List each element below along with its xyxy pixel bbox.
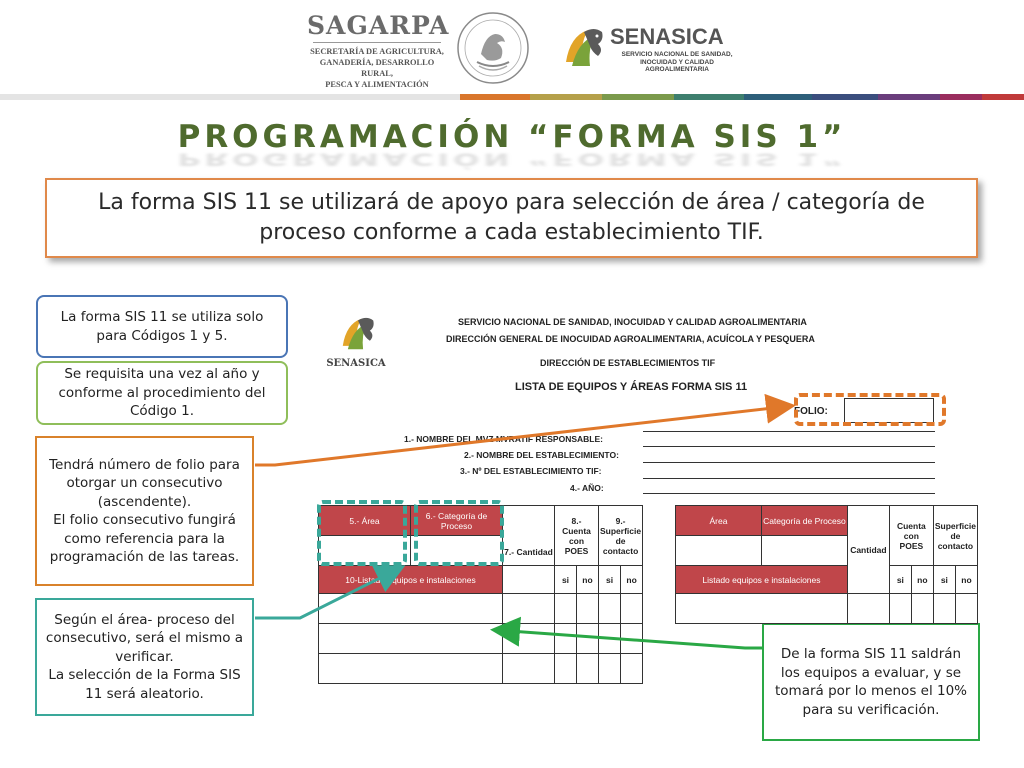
col-categoria: Categoría de Proceso bbox=[761, 506, 847, 536]
form-header-3: DIRECCIÓN DE ESTABLECIMIENTOS TIF bbox=[540, 358, 716, 368]
cell bbox=[577, 654, 599, 684]
senasica-line-3: AGROALIMENTARIA bbox=[645, 66, 709, 73]
field-line bbox=[643, 493, 935, 494]
callout-folio: Tendrá número de folio para otorgar un consecutivo (ascendente). El folio consecutivo fungirá como referencia para la programación de las tareas. bbox=[35, 436, 254, 586]
cell bbox=[319, 624, 503, 654]
cell bbox=[599, 624, 621, 654]
col-no: no bbox=[577, 566, 599, 594]
cell bbox=[555, 594, 577, 624]
cell bbox=[555, 624, 577, 654]
senasica-logo bbox=[560, 20, 740, 80]
cell bbox=[621, 624, 643, 654]
senasica-line-2: INOCUIDAD Y CALIDAD bbox=[640, 58, 714, 66]
cell bbox=[933, 594, 955, 624]
mexico-seal-icon bbox=[455, 10, 531, 86]
cell bbox=[911, 594, 933, 624]
field-label-anio: 4.- AÑO: bbox=[570, 483, 604, 493]
cell bbox=[761, 536, 847, 566]
col-no: no bbox=[955, 566, 977, 594]
field-label-mvz: 1.- NOMBRE DEL MVZ MVRATIF RESPONSABLE: bbox=[404, 434, 603, 444]
col-no: no bbox=[621, 566, 643, 594]
col-cuenta-poes: 8.- Cuenta con POES bbox=[555, 506, 599, 566]
strip-segment bbox=[602, 94, 674, 100]
field-line bbox=[643, 478, 935, 479]
cell bbox=[503, 624, 555, 654]
strip-segment bbox=[982, 94, 1024, 100]
cell bbox=[676, 594, 848, 624]
field-label-establecimiento: 2.- NOMBRE DEL ESTABLECIMIENTO: bbox=[464, 450, 619, 460]
col-listado: 10-Listado equipos e instalaciones bbox=[319, 566, 503, 594]
page-title: PROGRAMACIÓN “FORMA SIS 1” bbox=[177, 119, 847, 155]
area-highlight bbox=[317, 500, 407, 566]
sagarpa-line-2: GANADERÍA, DESARROLLO RURAL, bbox=[319, 58, 435, 78]
col-cantidad: Cantidad bbox=[847, 506, 889, 594]
field-label-tif: 3.- Nº DEL ESTABLECIMIENTO TIF: bbox=[460, 466, 602, 476]
col-cuenta-poes: Cuenta con POES bbox=[889, 506, 933, 566]
strip-segment bbox=[878, 94, 940, 100]
col-superficie: 9.- Superficie de contacto bbox=[599, 506, 643, 566]
strip-segment bbox=[940, 94, 982, 100]
strip-segment bbox=[530, 94, 602, 100]
sagarpa-rule bbox=[313, 42, 441, 43]
cell bbox=[503, 566, 555, 594]
col-si: si bbox=[889, 566, 911, 594]
header-color-strip bbox=[460, 94, 1024, 100]
form-logo-text: SENASICA bbox=[326, 358, 386, 369]
sagarpa-line-1: SECRETARÍA DE AGRICULTURA, bbox=[310, 47, 444, 56]
cell bbox=[577, 594, 599, 624]
sagarpa-logo bbox=[307, 11, 450, 92]
col-no: no bbox=[911, 566, 933, 594]
categoria-highlight bbox=[414, 500, 504, 566]
senasica-subtitle bbox=[612, 51, 742, 74]
callout-equipos: De la forma SIS 11 saldrán los equipos a evaluar, y se tomará por lo menos el 10% para su verificación. bbox=[762, 623, 980, 741]
cell bbox=[503, 594, 555, 624]
title-reflection: PROGRAMACIÓN “FORMA SIS 1” bbox=[177, 149, 847, 169]
col-si: si bbox=[933, 566, 955, 594]
col-cantidad: 7.- Cantidad bbox=[503, 506, 555, 566]
cell bbox=[621, 594, 643, 624]
header-gray-strip bbox=[0, 94, 460, 100]
form-header-2: DIRECCIÓN GENERAL DE INOCUIDAD AGROALIMENTARIA, ACUÍCOLA Y PESQUERA bbox=[446, 334, 815, 344]
senasica-emblem-icon bbox=[560, 22, 608, 74]
col-categoria: 6.- Categoría de Proceso bbox=[411, 506, 503, 536]
cell bbox=[889, 594, 911, 624]
cell bbox=[503, 654, 555, 684]
col-si: si bbox=[599, 566, 621, 594]
col-si: si bbox=[555, 566, 577, 594]
strip-segment bbox=[674, 94, 744, 100]
form-header-1: SERVICIO NACIONAL DE SANIDAD, INOCUIDAD Y CALIDAD AGROALIMENTARIA bbox=[458, 317, 807, 327]
folio-label: FOLIO: bbox=[794, 406, 828, 417]
field-line bbox=[643, 446, 935, 447]
main-banner: La forma SIS 11 se utilizará de apoyo para selección de área / categoría de proceso conforme a cada establecimiento TIF. bbox=[45, 178, 978, 258]
callout-codigos: La forma SIS 11 se utiliza solo para Códigos 1 y 5. bbox=[36, 295, 288, 358]
form-header-4: LISTA DE EQUIPOS Y ÁREAS FORMA SIS 11 bbox=[515, 381, 748, 393]
cell bbox=[577, 624, 599, 654]
cell bbox=[319, 654, 503, 684]
cell bbox=[847, 594, 889, 624]
cell bbox=[621, 654, 643, 684]
cell bbox=[599, 654, 621, 684]
strip-segment bbox=[460, 94, 530, 100]
callout-requisita: Se requisita una vez al año y conforme al procedimiento del Código 1. bbox=[36, 361, 288, 425]
sagarpa-line-3: PESCA Y ALIMENTACIÓN bbox=[325, 80, 429, 89]
right-equipment-table bbox=[675, 505, 978, 624]
form-senasica-emblem-icon bbox=[336, 312, 380, 356]
field-line bbox=[643, 431, 935, 432]
cell bbox=[676, 536, 762, 566]
sagarpa-name: SAGARPA bbox=[307, 11, 450, 40]
col-area: 5.- Área bbox=[319, 506, 411, 536]
col-listado: Listado equipos e instalaciones bbox=[676, 566, 848, 594]
col-area: Área bbox=[676, 506, 762, 536]
cell bbox=[955, 594, 977, 624]
form-senasica-logo bbox=[326, 312, 386, 382]
callout-area-proceso: Según el área- proceso del consecutivo, será el mismo a verificar. La selección de la Forma SIS 11 será aleatorio. bbox=[35, 598, 254, 716]
sis11-form bbox=[318, 300, 978, 690]
cell bbox=[319, 594, 503, 624]
cell bbox=[555, 654, 577, 684]
senasica-name: SENASICA bbox=[610, 24, 724, 49]
senasica-line-1: SERVICIO NACIONAL DE SANIDAD, bbox=[621, 51, 733, 58]
col-superficie: Superficie de contacto bbox=[933, 506, 977, 566]
field-line bbox=[643, 462, 935, 463]
cell bbox=[599, 594, 621, 624]
strip-segment bbox=[744, 94, 812, 100]
strip-segment bbox=[812, 94, 878, 100]
folio-highlight bbox=[794, 393, 946, 426]
